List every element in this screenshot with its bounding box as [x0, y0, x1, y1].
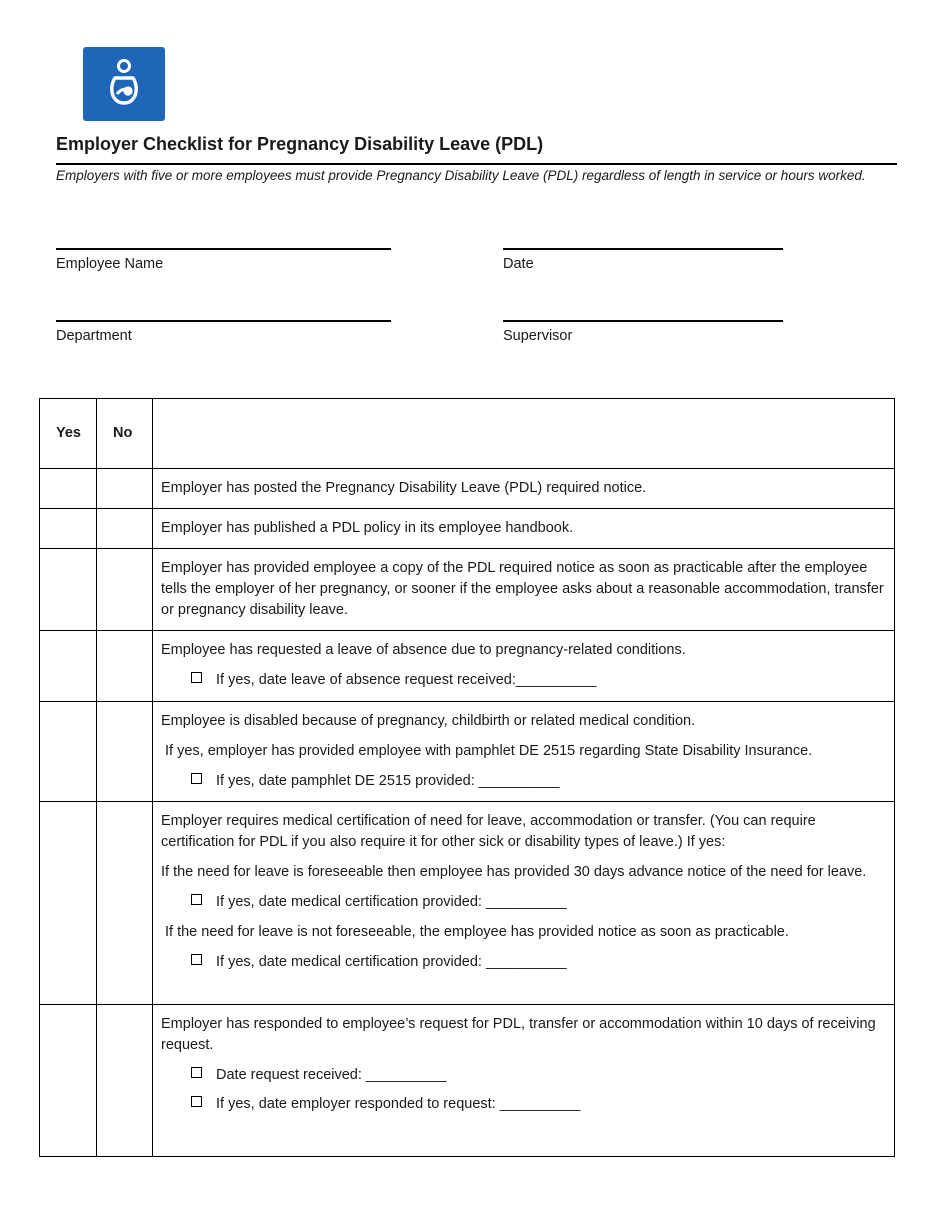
- row-text: Employer has published a PDL policy in its employee handbook.: [161, 520, 574, 536]
- checkbox[interactable]: [191, 1067, 202, 1078]
- no-cell[interactable]: [97, 469, 153, 509]
- row-text: Employer has provided employee a copy of the PDL required notice as soon as practicable after the employee tells the employer of her pregnancy, or sooner if the employee asks about a reasonable accommodation, transfer or pregnancy disability leave.: [161, 560, 884, 618]
- table-row: [40, 549, 895, 631]
- table-row: [40, 509, 895, 549]
- yes-cell[interactable]: [40, 509, 97, 549]
- row-text: Employee has requested a leave of absence due to pregnancy-related conditions.: [161, 642, 686, 658]
- yes-cell[interactable]: [40, 702, 97, 802]
- yes-cell[interactable]: [40, 802, 97, 1005]
- yes-cell[interactable]: [40, 469, 97, 509]
- row-text: If the need for leave is foreseeable then employee has provided 30 days advance notice of the need for leave.: [161, 864, 867, 880]
- checkbox-label: If yes, date pamphlet DE 2515 provided: __________: [216, 773, 560, 789]
- no-cell[interactable]: [97, 702, 153, 802]
- checkbox-label: If yes, date medical certification provided: __________: [216, 954, 567, 970]
- department-label: Department: [56, 328, 132, 344]
- table-row: [40, 802, 895, 1005]
- yes-header: Yes: [40, 399, 97, 469]
- department-line[interactable]: [56, 320, 391, 322]
- table-row: [40, 469, 895, 509]
- yes-cell[interactable]: [40, 1005, 97, 1157]
- no-cell[interactable]: [97, 549, 153, 631]
- table-row: [40, 702, 895, 802]
- intro-text: Employers with five or more employees must provide Pregnancy Disability Leave (PDL) regardless of length in service or hours worked.: [56, 168, 866, 183]
- description-header: [153, 399, 895, 469]
- no-cell[interactable]: [97, 802, 153, 1005]
- no-cell[interactable]: [97, 509, 153, 549]
- date-label: Date: [503, 256, 534, 272]
- checkbox[interactable]: [191, 1096, 202, 1107]
- no-cell[interactable]: [97, 631, 153, 702]
- employee-name-line[interactable]: [56, 248, 391, 250]
- checkbox[interactable]: [191, 672, 202, 683]
- checkbox[interactable]: [191, 954, 202, 965]
- nursing-mother-logo: [83, 47, 165, 121]
- row-text: Employee is disabled because of pregnancy, childbirth or related medical condition.: [161, 713, 696, 729]
- checkbox-label: If yes, date leave of absence request received:__________: [216, 672, 597, 688]
- no-header: No: [97, 399, 153, 469]
- checkbox[interactable]: [191, 894, 202, 905]
- row-text: If the need for leave is not foreseeable, the employee has provided notice as soon as practicable.: [165, 924, 789, 940]
- supervisor-line[interactable]: [503, 320, 783, 322]
- checklist-table: [39, 398, 895, 1157]
- supervisor-label: Supervisor: [503, 328, 573, 344]
- row-text: Employer has responded to employee’s request for PDL, transfer or accommodation within 10 days of receiving request.: [161, 1016, 876, 1053]
- table-header: [40, 399, 895, 469]
- row-text: Employer has posted the Pregnancy Disability Leave (PDL) required notice.: [161, 480, 647, 496]
- nursing-mother-icon: [94, 54, 154, 114]
- employee-name-label: Employee Name: [56, 256, 164, 272]
- yes-cell[interactable]: [40, 631, 97, 702]
- page-title: Employer Checklist for Pregnancy Disability Leave (PDL): [56, 134, 544, 154]
- date-line[interactable]: [503, 248, 783, 250]
- row-text: If yes, employer has provided employee with pamphlet DE 2515 regarding State Disability Insurance.: [165, 743, 813, 759]
- row-text: Employer requires medical certification of need for leave, accommodation or transfer. (You can require certification for PDL if you also require it for other sick or disability types of leave.) If yes:: [161, 813, 816, 850]
- table-row: [40, 1005, 895, 1157]
- table-row: [40, 631, 895, 702]
- yes-cell[interactable]: [40, 549, 97, 631]
- no-cell[interactable]: [97, 1005, 153, 1157]
- checkbox-label: If yes, date employer responded to request: __________: [216, 1096, 581, 1112]
- checkbox-label: Date request received: __________: [216, 1067, 447, 1083]
- checkbox-label: If yes, date medical certification provided: __________: [216, 894, 567, 910]
- checkbox[interactable]: [191, 773, 202, 784]
